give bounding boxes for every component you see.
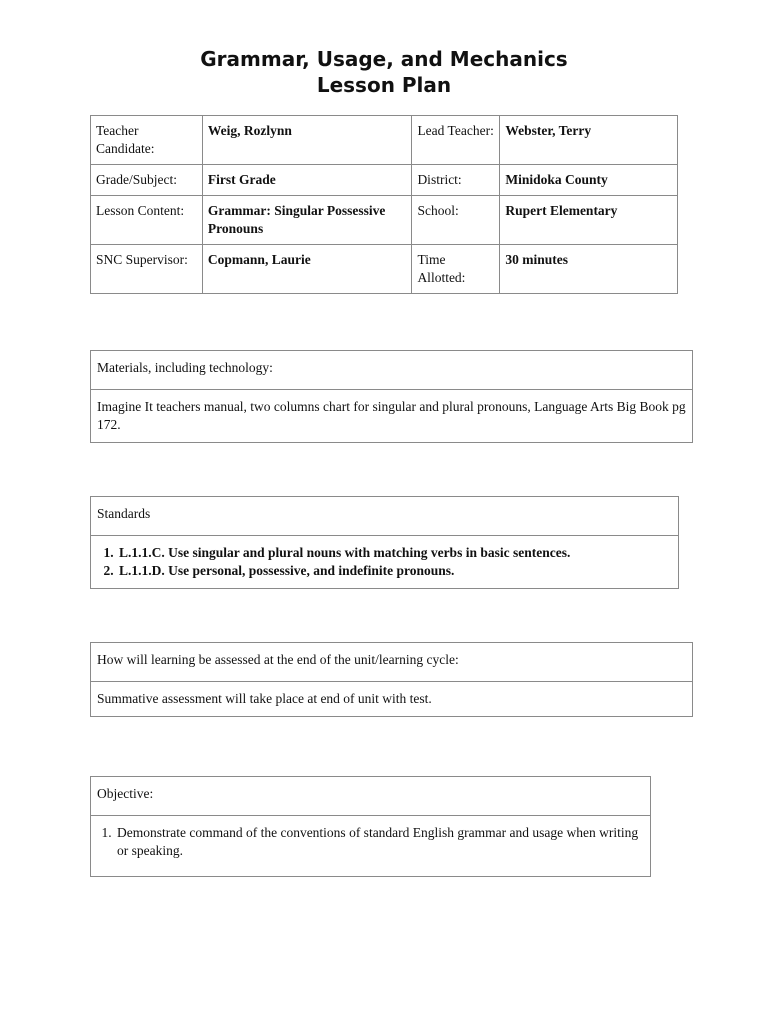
lesson-info-table: [90, 115, 678, 294]
grade-label: Grade/Subject:: [91, 165, 203, 196]
time-label: Time Allotted:: [412, 245, 500, 294]
title-line-1: Grammar, Usage, and Mechanics: [200, 47, 568, 71]
teacher-candidate-value: Weig, Rozlynn: [202, 116, 412, 165]
info-row-grade: [91, 165, 678, 196]
district-value: Minidoka County: [500, 165, 678, 196]
district-label: District:: [412, 165, 500, 196]
standards-body: [91, 536, 679, 589]
objective-body: [91, 816, 651, 877]
lead-teacher-value: Webster, Terry: [500, 116, 678, 165]
title-line-2: Lesson Plan: [316, 73, 452, 97]
time-value: 30 minutes: [500, 245, 678, 294]
materials-header: Materials, including technology:: [91, 351, 693, 390]
school-value: Rupert Elementary: [500, 196, 678, 245]
supervisor-label: SNC Supervisor:: [91, 245, 203, 294]
objective-item-1: 1. Demonstrate command of the conventions of standard English grammar and usage when writing or speaking.: [115, 824, 644, 860]
standard-item-2: 2. L.1.1.D. Use personal, possessive, and indefinite pronouns.: [117, 562, 672, 580]
materials-table: [90, 350, 693, 443]
grade-value: First Grade: [202, 165, 412, 196]
materials-body: Imagine It teachers manual, two columns chart for singular and plural pronouns, Language Arts Big Book pg 172.: [91, 390, 693, 443]
assessment-body: Summative assessment will take place at end of unit with test.: [91, 682, 693, 717]
objective-table: [90, 776, 651, 877]
school-label: School:: [412, 196, 500, 245]
assessment-table: [90, 642, 693, 717]
info-row-content: [91, 196, 678, 245]
lesson-content-value: Grammar: Singular Possessive Pronouns: [202, 196, 412, 245]
lesson-content-label: Lesson Content:: [91, 196, 203, 245]
info-row-teacher: [91, 116, 678, 165]
standards-header: Standards: [91, 497, 679, 536]
standards-list: [97, 544, 672, 580]
standard-item-1: 1. L.1.1.C. Use singular and plural nouns with matching verbs in basic sentences.: [117, 544, 672, 562]
objective-list: [97, 824, 644, 860]
supervisor-value: Copmann, Laurie: [202, 245, 412, 294]
standards-table: [90, 496, 679, 589]
page-title: [0, 46, 768, 98]
teacher-candidate-label: Teacher Candidate:: [91, 116, 203, 165]
objective-header: Objective:: [91, 777, 651, 816]
lead-teacher-label: Lead Teacher:: [412, 116, 500, 165]
assessment-header: How will learning be assessed at the end of the unit/learning cycle:: [91, 643, 693, 682]
info-row-supervisor: [91, 245, 678, 294]
